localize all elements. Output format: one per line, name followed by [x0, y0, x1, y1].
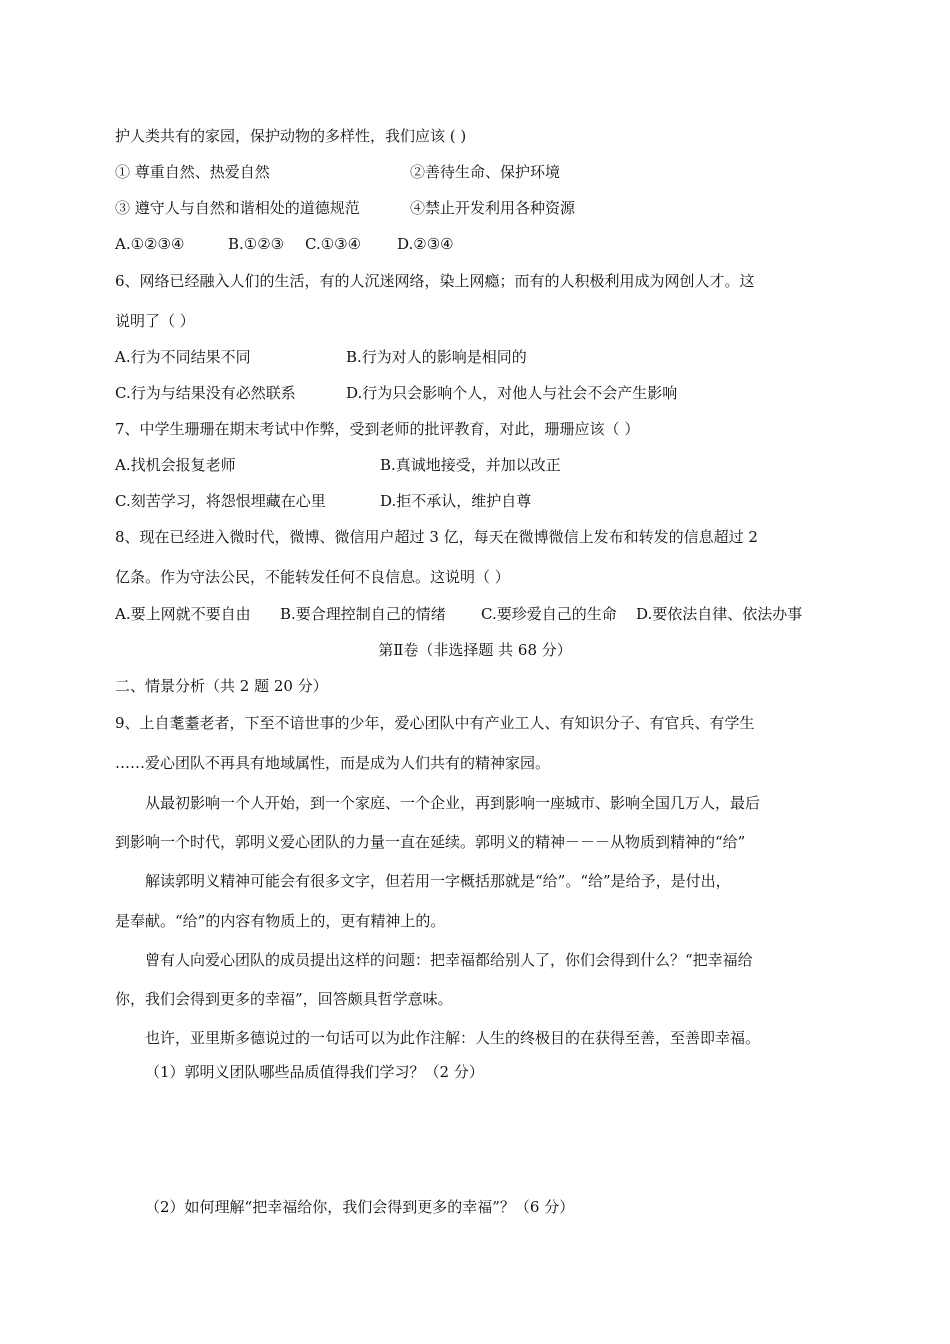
q7-option-d: D.拒不承认，维护自尊: [380, 492, 532, 510]
q9-line-9: 也许，亚里斯多德说过的一句话可以为此作注解：人生的终极目的在获得至善，至善即幸福。: [145, 1029, 761, 1047]
q7-stem: 7、中学生珊珊在期末考试中作弊，受到老师的批评教育，对此，珊珊应该（ ）: [115, 420, 640, 438]
q6-option-a: A.行为不同结果不同: [115, 348, 251, 366]
q9-line-4: 到影响一个时代，郭明义爱心团队的力量一直在延续。郭明义的精神－－－从物质到精神的“给”: [115, 833, 746, 851]
q6-option-d: D.行为只会影响个人，对他人与社会不会产生影响: [346, 384, 678, 402]
q5-option-4: ④禁止开发利用各种资源: [410, 199, 576, 217]
q6-stem-line-2: 说明了（ ）: [115, 312, 195, 330]
q8-option-b: B.要合理控制自己的情绪: [280, 605, 446, 623]
q5-option-1: ① 尊重自然、热爱自然: [115, 163, 270, 181]
q9-line-3: 从最初影响一个人开始，到一个家庭、一个企业，再到影响一座城市、影响全国几万人，最后: [145, 794, 761, 812]
part-2-title: 第Ⅱ卷（非选择题 共 68 分）: [378, 641, 572, 659]
q6-stem-line-1: 6、网络已经融入人们的生活，有的人沉迷网络，染上网瘾；而有的人积极利用成为网创人才。这: [115, 272, 755, 290]
q6-option-b: B.行为对人的影响是相同的: [346, 348, 527, 366]
q9-line-7: 曾有人向爱心团队的成员提出这样的问题：把幸福都给别人了，你们会得到什么？“把幸福给: [145, 951, 753, 969]
q6-option-c: C.行为与结果没有必然联系: [115, 384, 296, 402]
q9-line-5: 解读郭明义精神可能会有很多文字，但若用一字概括那就是“给”。“给”是给予，是付出，: [145, 872, 731, 890]
q5-option-2: ②善待生命、保护环境: [410, 163, 561, 181]
q8-option-d: D.要依法自律、依法办事: [636, 605, 803, 623]
q9-line-6: 是奉献。“给”的内容有物质上的，更有精神上的。: [115, 912, 446, 930]
q8-stem-line-1: 8、现在已经进入微时代，微博、微信用户超过 3 亿，每天在微博微信上发布和转发的信息超过 2: [115, 528, 758, 546]
q5-option-3: ③ 遵守人与自然和谐相处的道德规范: [115, 199, 360, 217]
q9-line-2: ……爱心团队不再具有地域属性，而是成为人们共有的精神家园。: [115, 754, 551, 772]
q5-choice-a: A.①②③④: [115, 235, 185, 253]
q8-stem-line-2: 亿条。作为守法公民，不能转发任何不良信息。这说明（ ）: [115, 568, 510, 586]
q9-line-8: 你，我们会得到更多的幸福”，回答颇具哲学意味。: [115, 990, 453, 1008]
q7-option-c: C.刻苦学习，将怨恨埋藏在心里: [115, 492, 326, 510]
q8-option-c: C.要珍爱自己的生命: [481, 605, 617, 623]
q5-choice-b: B.①②③: [228, 235, 285, 253]
section-2-heading: 二、情景分析（共 2 题 20 分）: [115, 677, 328, 695]
q7-option-b: B.真诚地接受，并加以改正: [380, 456, 561, 474]
q5-choice-c: C.①③④: [305, 235, 362, 253]
q8-option-a: A.要上网就不要自由: [115, 605, 251, 623]
q9-subquestion-1: （1）郭明义团队哪些品质值得我们学习？（2 分）: [145, 1063, 484, 1081]
q5-choice-d: D.②③④: [397, 235, 454, 253]
q5-stem: 护人类共有的家园，保护动物的多样性，我们应该 ( ): [115, 127, 467, 145]
q9-line-1: 9、上自耄耋老者，下至不谙世事的少年，爱心团队中有产业工人、有知识分子、有官兵、有学生: [115, 714, 755, 732]
q9-subquestion-2: （2）如何理解“把幸福给你，我们会得到更多的幸福”？（6 分）: [145, 1198, 575, 1216]
q7-option-a: A.找机会报复老师: [115, 456, 236, 474]
